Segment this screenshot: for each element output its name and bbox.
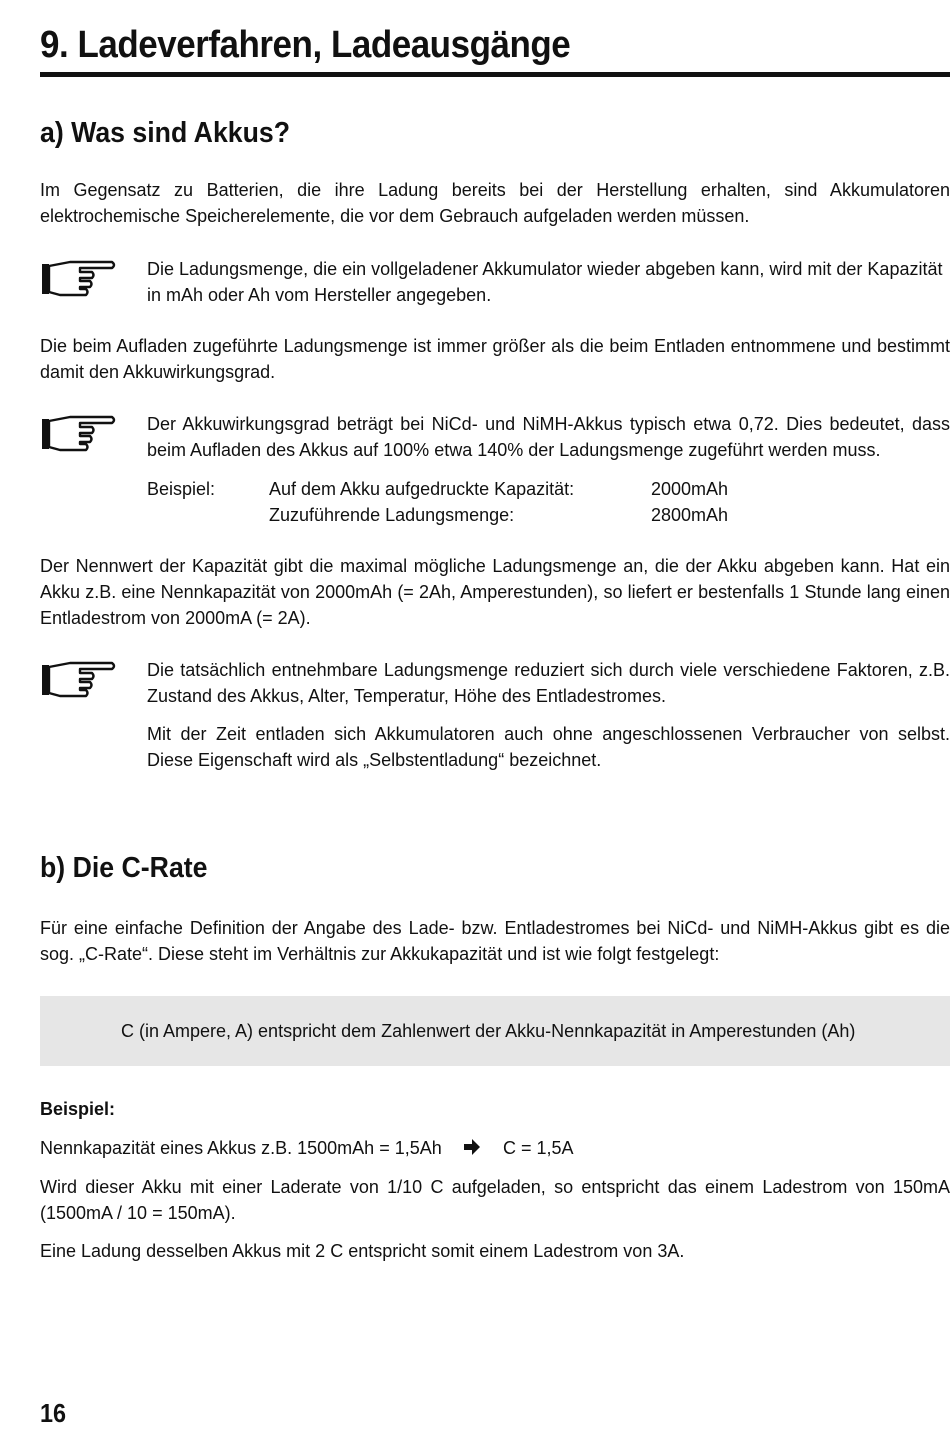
- example-label: Beispiel:: [147, 479, 216, 499]
- note-1: Die Ladungsmenge, die ein vollgeladener Akkumulator wieder abgeben kann, wird mit der Kapazität in mAh oder Ah vom Hersteller angegeben.: [147, 259, 943, 305]
- example-row-2-value: 2800mAh: [651, 505, 729, 525]
- c-rate-definition: C (in Ampere, A) entspricht dem Zahlenwert der Akku-Nennkapazität in Amperestunden (Ah): [121, 1021, 856, 1041]
- note-2: Der Akkuwirkungsgrad beträgt bei NiCd- und NiMH-Akkus typisch etwa 0,72. Dies bedeutet, dass beim Aufladen des Akkus auf 100% etwa 140% der Ladungsmenge zugeführt werden muss.: [147, 414, 950, 460]
- section-a-heading: a) Was sind Akkus?: [40, 117, 291, 149]
- example-row-2-name: Zuzuführende Ladungsmenge:: [269, 505, 515, 525]
- pointing-hand-icon: [40, 411, 120, 455]
- example-row-1-value: 2000mAh: [651, 479, 729, 499]
- definition-box: [40, 996, 950, 1066]
- pointing-hand-icon: [40, 657, 120, 701]
- section-b-paragraph-3: Eine Ladung desselben Akkus mit 2 C entspricht somit einem Ladestrom von 3A.: [40, 1241, 685, 1261]
- title-rule: [40, 72, 950, 77]
- section-b-paragraph-1: Für eine einfache Definition der Angabe des Lade- bzw. Entladestromes bei NiCd- und NiMH-Akkus gibt es die sog. „C-Rate“. Diese steht im Verhältnis zur Akkukapazität und ist wie folgt festgelegt:: [40, 918, 950, 964]
- example-c-value: C = 1,5A: [503, 1138, 574, 1158]
- section-a-paragraph-2: Die beim Aufladen zugeführte Ladungsmenge ist immer größer als die beim Entladen entnommene und bestimmt damit den Akkuwirkungsgrad.: [40, 336, 950, 382]
- pointing-hand-icon: [40, 256, 120, 300]
- note-3b: Mit der Zeit entladen sich Akkumulatoren auch ohne angeschlossenen Verbraucher von selbst. Diese Eigenschaft wird als „Selbstentladung“ bezeichnet.: [147, 724, 950, 770]
- example-row-1-name: Auf dem Akku aufgedruckte Kapazität:: [269, 479, 575, 499]
- section-b-heading: b) Die C-Rate: [40, 852, 208, 884]
- section-a-paragraph-3: Der Nennwert der Kapazität gibt die maximal mögliche Ladungsmenge an, die der Akku abgeben kann. Hat ein Akku z.B. eine Nennkapazität von 2000mAh (= 2Ah, Amperestunden), so liefert er bestenfalls 1 Stunde lang einen Entladestrom von 2000mA (= 2A).: [40, 556, 950, 628]
- page-number: 16: [40, 1398, 67, 1428]
- section-a-paragraph-1: Im Gegensatz zu Batterien, die ihre Ladung bereits bei der Herstellung erhalten, sind Akkumulatoren elektrochemische Speicherelemente, die vor dem Gebrauch aufgeladen werden müssen.: [40, 180, 950, 226]
- example-heading: Beispiel:: [40, 1099, 116, 1119]
- page-title: 9. Ladeverfahren, Ladeausgänge: [40, 24, 571, 66]
- arrow-right-icon: [461, 1136, 483, 1158]
- note-3a: Die tatsächlich entnehmbare Ladungsmenge reduziert sich durch viele verschiedene Faktoren, z.B. Zustand des Akkus, Alter, Temperatur, Höhe des Entladestromes.: [147, 660, 950, 706]
- section-b-paragraph-2: Wird dieser Akku mit einer Laderate von 1/10 C aufgeladen, so entspricht das einem Ladestrom von 150mA (1500mA / 10 = 150mA).: [40, 1177, 950, 1223]
- example-nominal-capacity: Nennkapazität eines Akkus z.B. 1500mAh = 1,5Ah: [40, 1138, 442, 1158]
